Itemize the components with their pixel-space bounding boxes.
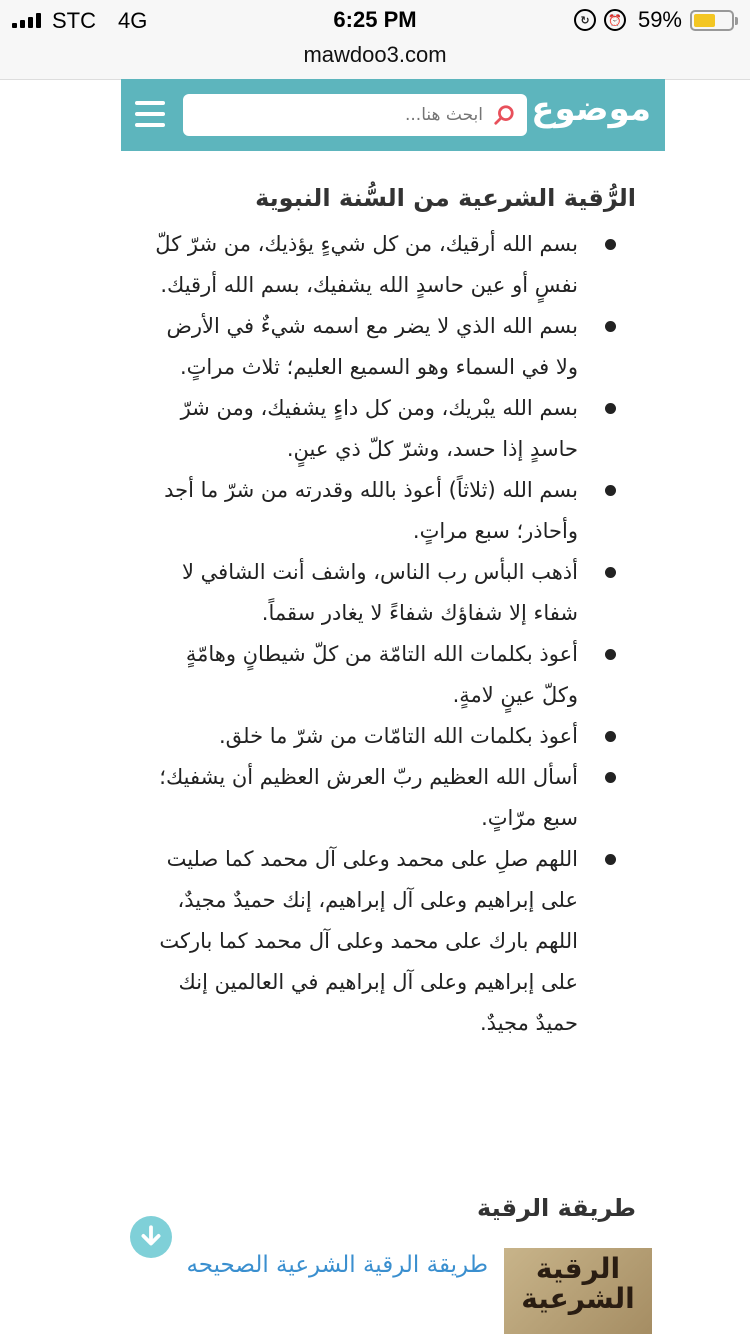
rotation-lock-icon: ↻ [574,9,596,31]
section2-title: طريقة الرقية [477,1194,636,1222]
list-item: بسم الله (ثلاثاً) أعوذ بالله وقدرته من شرّ ما أجد وأحاذر؛ سبع مراتٍ. [150,470,578,552]
article-body [150,160,636,1044]
battery-icon [690,10,734,31]
list-item: بسم الله يبْريك، ومن كل داءٍ يشفيك، ومن شرّ حاسدٍ إذا حسد، وشرّ كلّ ذي عينٍ. [150,388,578,470]
related-article-thumbnail[interactable] [504,1248,652,1334]
hamburger-menu-icon[interactable] [135,99,165,129]
list-item: أعوذ بكلمات الله التامّة من كلّ شيطانٍ وهامّةٍ وكلّ عينٍ لامةٍ. [150,634,578,716]
alarm-icon: ⏰ [604,9,626,31]
thumbnail-text: الرقية الشرعية [521,1252,635,1315]
search-box[interactable] [183,94,527,136]
status-time: 6:25 PM [333,7,417,32]
site-header [121,79,665,151]
status-icons [574,7,734,33]
list-item: أسأل الله العظيم ربّ العرش العظيم أن يشفيك؛ سبع مرّاتٍ. [150,757,578,839]
search-input[interactable] [193,94,483,136]
list-item: بسم الله الذي لا يضر مع اسمه شيءٌ في الأرض ولا في السماء وهو السميع العليم؛ ثلاث مراتٍ. [150,306,578,388]
battery-percent: 59% [637,7,682,32]
address-bar[interactable]: mawdoo3.com [0,40,750,80]
related-article-link[interactable]: طريقة الرقية الشرعية الصحيحه [186,1252,488,1278]
site-logo[interactable]: موضوع [531,89,651,129]
related-article-card[interactable] [140,1248,652,1334]
search-icon[interactable] [493,104,515,126]
list-item: اللهم صلِ على محمد وعلى آل محمد كما صليت على إبراهيم وعلى آل إبراهيم، إنك حميدٌ مجيدٌ، اللهم بارك على محمد وعلى آل محمد كما باركت على إبراهيم وعلى آل إبراهيم في العالمين إنك حميدٌ مجيدٌ. [150,839,578,1044]
network-type: 4G [118,8,148,33]
battery-fill [694,14,715,27]
list-item: أعوذ بكلمات الله التامّات من شرّ ما خلق. [150,716,578,757]
list-item: بسم الله أرقيك، من كل شيءٍ يؤذيك، من شرّ كلّ نفسٍ أو عين حاسدٍ الله يشفيك، بسم الله أرقيك. [150,224,578,306]
carrier-name: STC [52,8,96,33]
ruqya-list [150,224,636,1044]
section-title: الرُّقية الشرعية من السُّنة النبوية [255,184,636,212]
status-bar [0,0,750,40]
list-item: أذهب البأس رب الناس، واشف أنت الشافي لا شفاء إلا شفاؤك شفاءً لا يغادر سقماً. [150,552,578,634]
